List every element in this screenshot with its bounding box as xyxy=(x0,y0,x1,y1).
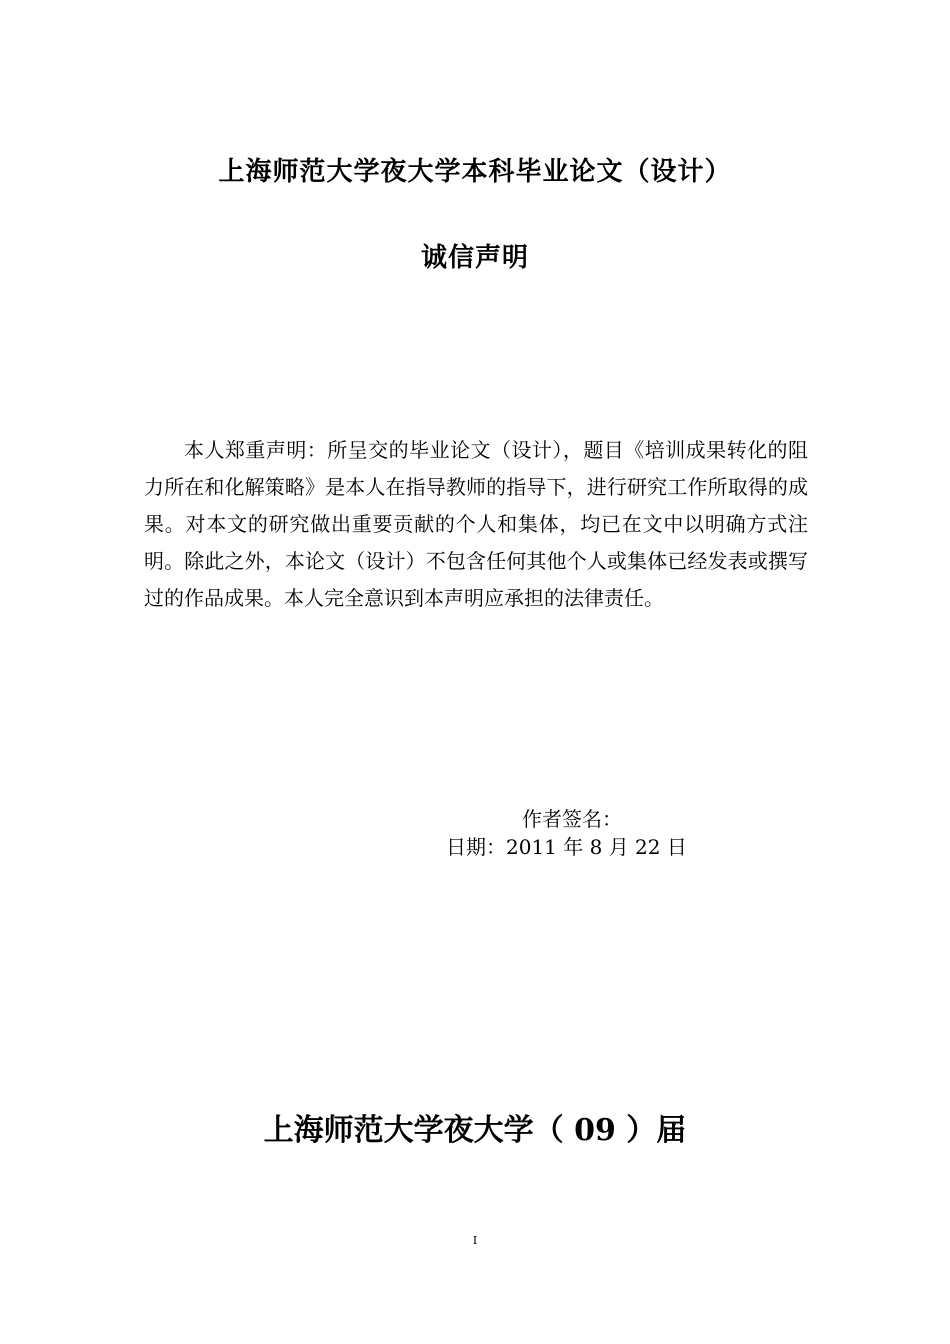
page-number: I xyxy=(472,1234,478,1247)
document-title: 上海师范大学夜大学本科毕业论文（设计） xyxy=(218,157,732,187)
declaration-paragraph: 本人郑重声明：所呈交的毕业论文（设计），题目《培训成果转化的阻力所在和化解策略》是本人在指导教师的指导下，进行研究工作所取得的成果。对本文的研究做出重要贡献的个人和集体，均已在文中以明确方式注明。除此之外，本论文（设计）不包含任何其他个人或集体已经发表或撰写过的作品成果。本人完全意识到本声明应承担的法律责任。 xyxy=(144,438,808,610)
author-signature-label: 作者签名： xyxy=(522,807,622,831)
university-class-title: 上海师范大学夜大学（ 09 ）届 xyxy=(263,1113,687,1148)
signature-block xyxy=(400,805,700,861)
declaration-heading: 诚信声明 xyxy=(420,243,529,273)
date-line: 日期：2011 年 8 月 22 日 xyxy=(446,835,687,859)
